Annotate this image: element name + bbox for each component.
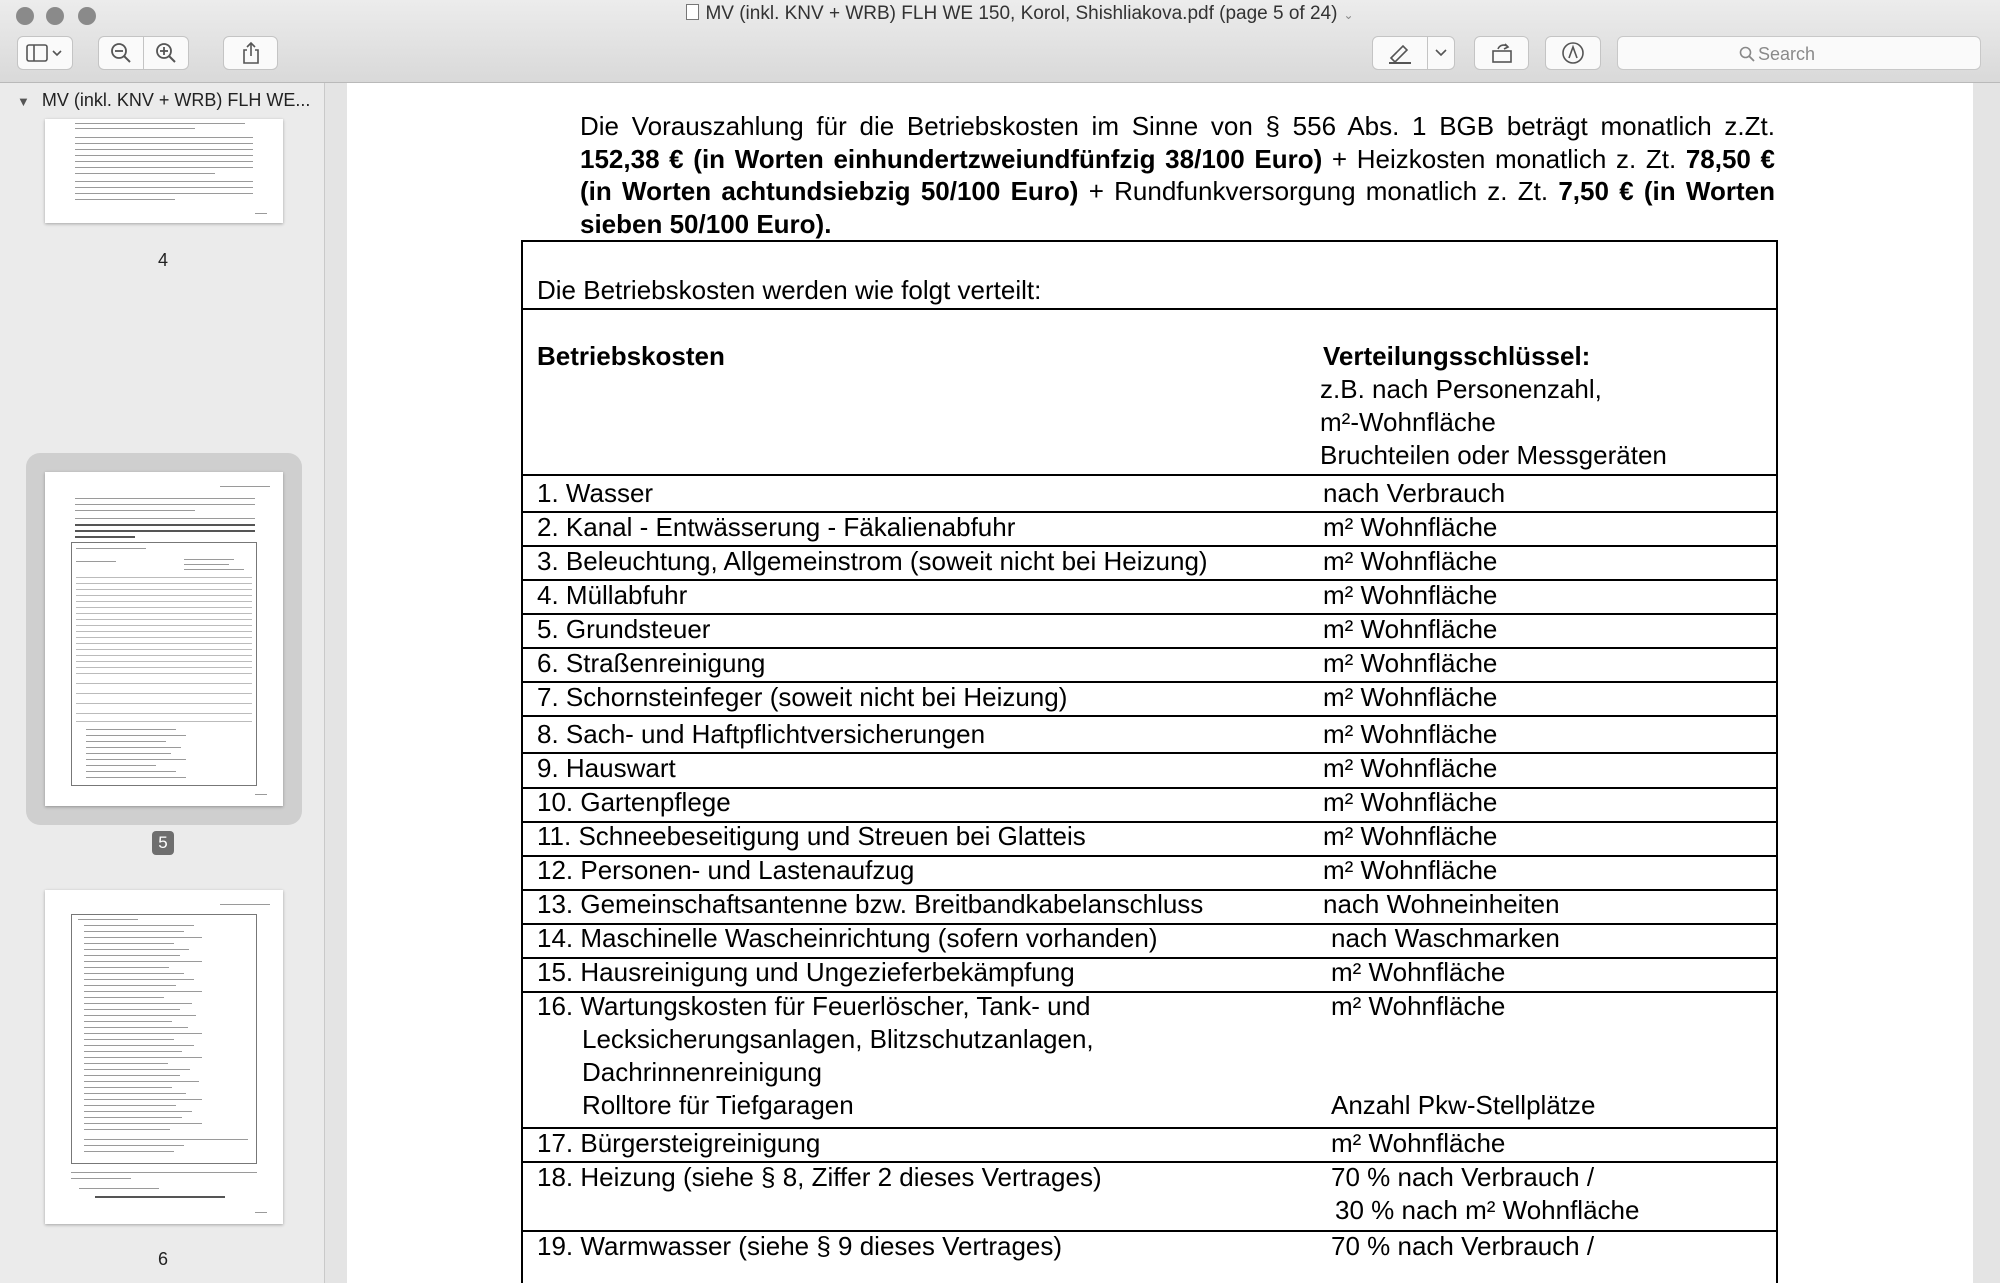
header-distribution-key: Verteilungsschlüssel: (1323, 341, 1591, 371)
header-key-sub-3: Bruchteilen oder Messgeräten (1320, 440, 1667, 470)
title-bar (0, 0, 2000, 83)
table-row-key: nach Waschmarken (1331, 923, 1560, 953)
page-thumbnail-5[interactable] (45, 472, 283, 806)
table-row-item: 17. Bürgersteigreinigung (537, 1128, 821, 1158)
table-row-item: 8. Sach- und Haftpflichtversicherungen (537, 719, 986, 749)
zoom-out-button[interactable] (98, 36, 144, 70)
table-row-key: 70 % nach Verbrauch / (1331, 1162, 1595, 1192)
header-key-sub-1: z.B. nach Personenzahl, (1320, 374, 1602, 404)
table-caption: Die Betriebskosten werden wie folgt verteilt: (537, 275, 1042, 305)
table-row-key-secondary: 30 % nach m² Wohnfläche (1335, 1195, 1640, 1225)
intro-text-1: Die Vorauszahlung für die Betriebskosten im Sinne von § 556 Abs. 1 BGB beträgt monatlich z.Zt. (580, 111, 1775, 141)
table-row-item: 15. Hausreinigung und Ungezieferbekämpfung (537, 957, 1075, 987)
table-row-item: 16. Wartungskosten für Feuerlöscher, Tank- und (537, 991, 1091, 1021)
intro-text-3: + Rundfunkversorgung monatlich z. Zt. (1078, 176, 1559, 206)
table-row-item: 4. Müllabfuhr (537, 580, 688, 610)
table-row-key: m² Wohnfläche (1323, 648, 1498, 678)
sidebar-icon (26, 44, 64, 62)
table-row-item: 7. Schornsteinfeger (soweit nicht bei Heizung) (537, 682, 1068, 712)
window-title[interactable] (640, 3, 1400, 25)
sidebar-document-label: MV (inkl. KNV + WRB) FLH WE... (41, 90, 311, 110)
highlight-menu-button[interactable] (1427, 36, 1455, 70)
table-row-item: 18. Heizung (siehe § 8, Ziffer 2 dieses Vertrages) (537, 1162, 1102, 1192)
rotate-icon (1490, 42, 1514, 64)
zoom-in-icon (155, 42, 177, 64)
highlight-button[interactable] (1372, 36, 1428, 70)
table-row-key: nach Wohneinheiten (1323, 889, 1560, 919)
table-row-item: 14. Maschinelle Wascheinrichtung (sofern vorhanden) (537, 923, 1158, 953)
table-row-item: 11. Schneebeseitigung und Streuen bei Glatteis (537, 821, 1086, 851)
table-row-key: m² Wohnfläche (1323, 614, 1498, 644)
table-row-item: 2. Kanal - Entwässerung - Fäkalienabfuhr (537, 512, 1016, 542)
table-row-item: 6. Straßenreinigung (537, 648, 766, 678)
cost-distribution-table (521, 240, 1778, 1283)
page-thumbnail-6[interactable] (45, 890, 283, 1224)
table-row-key: m² Wohnfläche (1323, 787, 1498, 817)
table-row-key: m² Wohnfläche (1331, 957, 1506, 987)
table-row-item: 12. Personen- und Lastenaufzug (537, 855, 915, 885)
table-row-key: m² Wohnfläche (1323, 821, 1498, 851)
table-row-key: m² Wohnfläche (1323, 719, 1498, 749)
table-row-item-continued: Dachrinnenreinigung (582, 1057, 822, 1087)
table-row-key: m² Wohnfläche (1323, 855, 1498, 885)
table-row-item-continued: Rolltore für Tiefgaragen (582, 1090, 854, 1120)
table-row-item: 1. Wasser (537, 478, 654, 508)
intro-amount-heating: 78,50 € (in Worten achtundsiebzig 50/100 Euro) (580, 143, 1776, 206)
table-row-key: m² Wohnfläche (1331, 1128, 1506, 1158)
chevron-down-icon (1435, 49, 1447, 57)
table-row-item: 9. Hauswart (537, 753, 676, 783)
table-row-item: 10. Gartenpflege (537, 787, 731, 817)
markup-button[interactable] (1545, 36, 1601, 70)
markup-icon (1561, 41, 1585, 65)
window-title-text: MV (inkl. KNV + WRB) FLH WE 150, Korol, Shishliakova.pdf (page 5 of 24) (705, 3, 1338, 24)
zoom-window-button[interactable] (78, 7, 96, 25)
table-row-key: m² Wohnfläche (1323, 512, 1498, 542)
table-row-key: m² Wohnfläche (1323, 753, 1498, 783)
intro-amount-operating: 152,38 € (in Worten einhundertzweiundfünfzig 38/100 Euro) (580, 143, 1323, 174)
table-row-key: m² Wohnfläche (1323, 682, 1498, 712)
table-row-item: 19. Warmwasser (siehe § 9 dieses Vertrages) (537, 1231, 1063, 1261)
search-placeholder: Search (1758, 44, 1816, 64)
table-row-key: nach Verbrauch (1323, 478, 1506, 508)
table-row-key: m² Wohnfläche (1323, 546, 1498, 576)
rotate-button[interactable] (1474, 36, 1529, 70)
intro-paragraph (580, 110, 1775, 240)
close-window-button[interactable] (16, 7, 34, 25)
intro-amount-broadcast: 7,50 € (in Worten sieben 50/100 Euro). (580, 176, 1775, 239)
table-row-key: m² Wohnfläche (1331, 991, 1506, 1021)
sidebar-toggle-button[interactable] (17, 36, 73, 70)
table-row-item: 13. Gemeinschaftsantenne bzw. Breitbandkabelanschluss (537, 889, 1204, 919)
thumbnail-sidebar[interactable] (0, 83, 325, 1283)
page-number-6: 6 (158, 1249, 169, 1269)
page-number-5: 5 (152, 831, 174, 855)
chevron-down-icon: ⌄ (1343, 8, 1354, 22)
table-row-key-secondary: Anzahl Pkw-Stellplätze (1331, 1090, 1596, 1120)
sidebar-document-item[interactable] (17, 90, 310, 111)
header-operating-costs: Betriebskosten (537, 341, 725, 371)
table-row-item-continued: Lecksicherungsanlagen, Blitzschutzanlagen, (582, 1024, 1094, 1054)
table-row-item: 3. Beleuchtung, Allgemeinstrom (soweit nicht bei Heizung) (537, 546, 1208, 576)
zoom-in-button[interactable] (143, 36, 189, 70)
header-key-sub-2: m²-Wohnfläche (1320, 407, 1496, 437)
zoom-out-icon (110, 42, 132, 64)
disclosure-triangle-icon[interactable]: ▼ (17, 94, 30, 109)
pdf-file-icon (686, 4, 699, 20)
search-icon (1739, 46, 1755, 62)
share-icon (241, 41, 261, 65)
page-number-4: 4 (158, 250, 169, 270)
share-button[interactable] (223, 36, 278, 70)
page-thumbnail-4[interactable] (45, 119, 283, 223)
table-row-key: 70 % nach Verbrauch / (1331, 1231, 1595, 1261)
table-row-item: 5. Grundsteuer (537, 614, 711, 644)
intro-text-2: + Heizkosten monatlich z. Zt. (1322, 143, 1686, 174)
table-row-key: m² Wohnfläche (1323, 580, 1498, 610)
search-field[interactable] (1617, 36, 1981, 70)
highlighter-icon (1387, 42, 1413, 64)
minimize-window-button[interactable] (46, 7, 64, 25)
